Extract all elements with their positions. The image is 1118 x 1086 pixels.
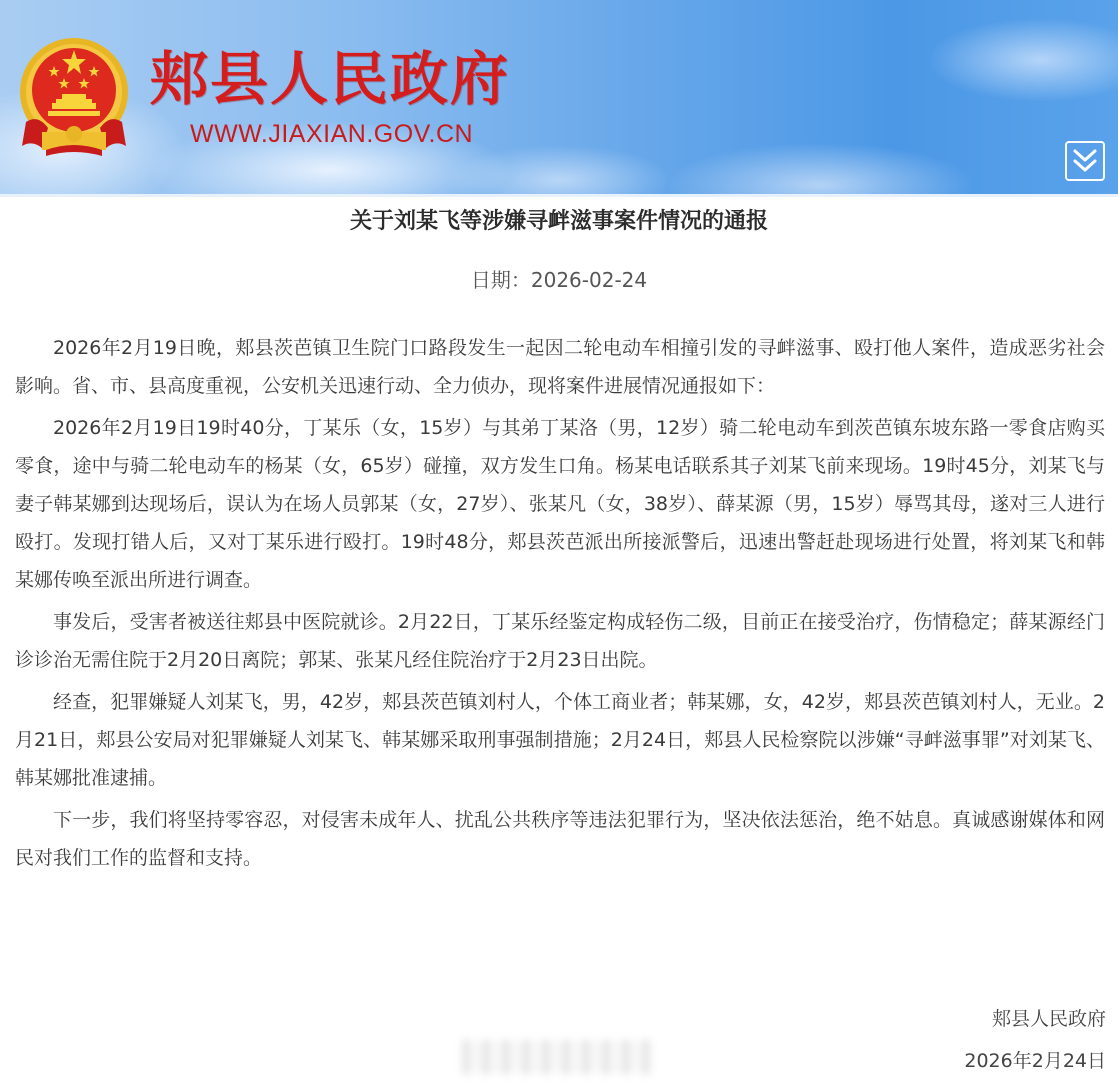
expand-menu-button[interactable] <box>1065 141 1105 181</box>
site-header-banner <box>0 0 1118 197</box>
national-emblem-icon <box>18 36 130 160</box>
site-title: 郏县人民政府 <box>150 45 511 113</box>
article-title: 关于刘某飞等涉嫌寻衅滋事案件情况的通报 <box>349 209 768 234</box>
signature-block <box>964 998 1106 1082</box>
signature-org: 郏县人民政府 <box>991 1008 1106 1030</box>
banner-divider <box>0 194 1118 197</box>
blurred-watermark <box>462 1040 652 1074</box>
date-value: 2026-02-24 <box>530 268 648 292</box>
article-body <box>15 329 1105 881</box>
paragraph-suspects: 经查，犯罪嫌疑人刘某飞，男，42岁，郏县茨芭镇刘村人，个体工商业者；韩某娜，女，42岁，郏县茨芭镇刘村人，无业。2月21日，郏县公安局对犯罪嫌疑人刘某飞、韩某娜采取刑事强制措施；2月24日，郏县人民检察院以涉嫌“寻衅滋事罪”对刘某飞、韩某娜批准逮捕。 <box>15 691 1105 789</box>
paragraph-incident: 2026年2月19日19时40分，丁某乐（女，15岁）与其弟丁某洛（男，12岁）骑二轮电动车到茨芭镇东坡东路一零食店购买零食，途中与骑二轮电动车的杨某（女，65岁）碰撞，双方发生口角。杨某电话联系其子刘某飞前来现场。19时45分，刘某飞与妻子韩某娜到达现场后，误认为在场人员郭某（女，27岁）、张某凡（女，38岁）、薛某源（男，15岁）辱骂其母，遂对三人进行殴打。发现打错人后，又对丁某乐进行殴打。19时48分，郏县茨芭派出所接派警后，迅速出警赶赴现场进行处置，将刘某飞和韩某娜传唤至派出所进行调查。 <box>15 417 1105 591</box>
paragraph-intro: 2026年2月19日晚，郏县茨芭镇卫生院门口路段发生一起因二轮电动车相撞引发的寻衅滋事、殴打他人案件，造成恶劣社会影响。省、市、县高度重视，公安机关迅速行动、全力侦办，现将案件进展情况通报如下： <box>15 337 1105 397</box>
site-url: WWW.JIAXIAN.GOV.CN <box>190 120 474 148</box>
paragraph-closing: 下一步，我们将坚持零容忍，对侵害未成年人、扰乱公共秩序等违法犯罪行为，坚决依法惩治，绝不姑息。真诚感谢媒体和网民对我们工作的监督和支持。 <box>15 809 1105 869</box>
article-date <box>0 263 1118 297</box>
paragraph-victims: 事发后，受害者被送往郏县中医院就诊。2月22日，丁某乐经鉴定构成轻伤二级，目前正在接受治疗，伤情稳定；薛某源经门诊诊治无需住院于2月20日离院；郭某、张某凡经住院治疗于2月23日出院。 <box>15 611 1105 671</box>
date-label: 日期： <box>470 268 531 292</box>
signature-date: 2026年2月24日 <box>964 1050 1106 1072</box>
